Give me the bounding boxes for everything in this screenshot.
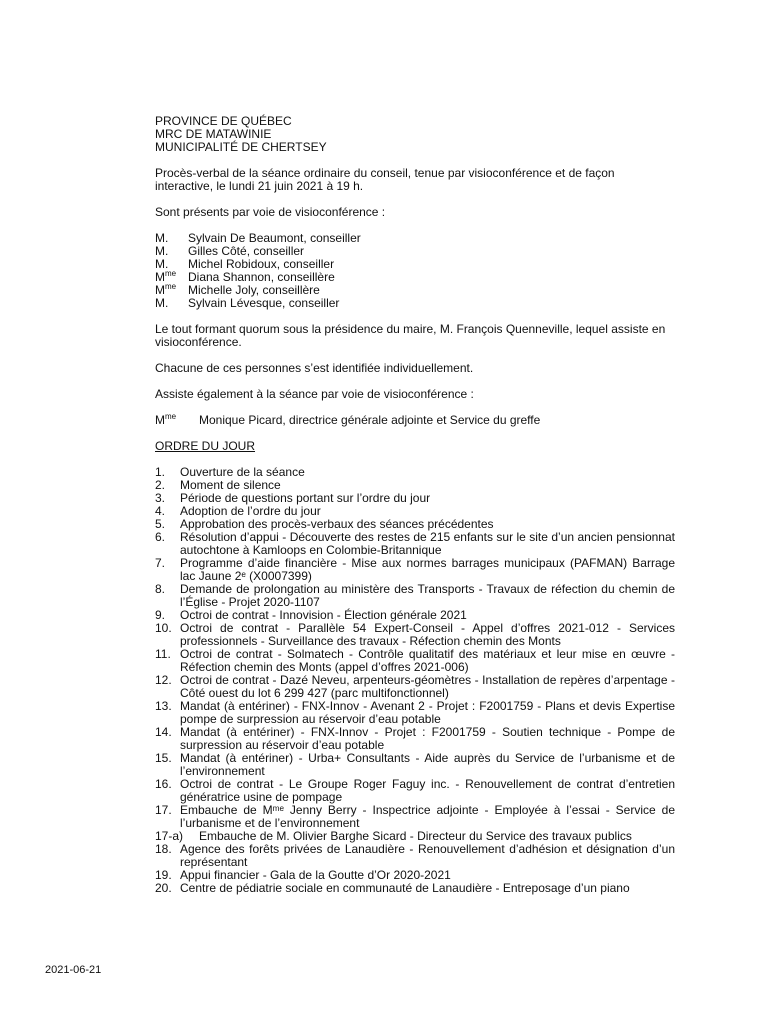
agenda-item-number: 7.: [155, 556, 166, 570]
agenda-item-number: 9.: [155, 608, 166, 622]
agenda-item-text: Mandat (à entériner) - Urba+ Consultants - Aide auprès du Service de l’urbanisme et de l’environnement: [180, 751, 675, 778]
assistant-name: Monique Picard, directrice générale adjointe et Service du greffe: [199, 413, 541, 427]
agenda-item-text: Résolution d’appui - Découverte des restes de 215 enfants sur le site d’un ancien pensionnat autochtone à Kamloops en Colombie-Britannique: [180, 530, 675, 557]
agenda-item-number: 13.: [155, 699, 172, 713]
header-mrc: MRC DE MATAWINIE: [155, 127, 272, 141]
agenda-item-text: Centre de pédiatrie sociale en communauté de Lanaudière - Entreposage d’un piano: [180, 881, 630, 895]
agenda-item: [155, 804, 675, 830]
agenda-item-text: Adoption de l’ordre du jour: [180, 504, 321, 518]
agenda-item-number: 18.: [155, 842, 172, 856]
also-present-heading: Assiste également à la séance par voie de visioconférence :: [155, 387, 474, 401]
attendee-row: [155, 297, 675, 310]
footer-date: 2021-06-21: [45, 964, 102, 976]
header-province: PROVINCE DE QUÉBEC: [155, 114, 292, 128]
minutes-page: [155, 115, 675, 895]
attendee-list: [155, 232, 675, 310]
agenda-item: [155, 843, 675, 869]
quorum-paragraph: Le tout formant quorum sous la présidence du maire, M. François Quenneville, lequel assiste en visioconférence.: [155, 322, 666, 349]
assistant-row: [155, 414, 675, 427]
attendee-title: $M^{me}$: [155, 282, 177, 297]
agenda-list: [155, 466, 675, 895]
attendee-title: M.: [155, 296, 169, 310]
agenda-item-number: 1.: [155, 465, 166, 479]
agenda-item: [155, 583, 675, 609]
agenda-item-text: Octroi de contrat - Innovision - Élection générale 2021: [180, 608, 467, 622]
agenda-item: [155, 700, 675, 726]
agenda-item: [155, 882, 675, 895]
agenda-item-number: 20.: [155, 881, 172, 895]
agenda-item-text: Moment de silence: [180, 478, 281, 492]
attendee-name: Gilles Côté, conseiller: [188, 244, 305, 258]
document-header: [155, 115, 675, 154]
agenda-item: [155, 778, 675, 804]
agenda-item-number: 17.: [155, 803, 172, 817]
identified-paragraph: Chacune de ces personnes s’est identifiée individuellement.: [155, 361, 474, 375]
agenda-item-text: Embauche de Mᵐᵉ Jenny Berry - Inspectrice adjointe - Employée à l’essai - Service de l’urbanisme et de l’environnement: [180, 803, 675, 830]
agenda-item-text: Embauche de M. Olivier Barghe Sicard - Directeur du Service des travaux publics: [199, 829, 632, 843]
agenda-item-number: 3.: [155, 491, 166, 505]
agenda-item-number: 14.: [155, 725, 172, 739]
agenda-item: [155, 726, 675, 752]
agenda-item: [155, 752, 675, 778]
agenda-item-number: 11.: [155, 647, 171, 661]
header-municipality: MUNICIPALITÉ DE CHERTSEY: [155, 140, 327, 154]
agenda-item-text: Demande de prolongation au ministère des Transports - Travaux de réfection du chemin de l’Église - Projet 2020-1107: [180, 582, 675, 609]
agenda-item-number: 16.: [155, 777, 172, 791]
intro-paragraph: Procès-verbal de la séance ordinaire du conseil, tenue par visioconférence et de façon interactive, le lundi 21 juin 2021 à 19 h.: [155, 166, 615, 193]
agenda-item-number: 19.: [155, 868, 172, 882]
attendee-name: Michel Robidoux, conseiller: [188, 257, 335, 271]
agenda-item-text: Octroi de contrat - Le Groupe Roger Faguy inc. - Renouvellement de contrat d’entretien génératrice usine de pompage: [180, 777, 675, 804]
attendee-title: M.: [155, 231, 169, 245]
attendee-name: Diana Shannon, conseillère: [188, 270, 335, 284]
attendee-name: Michelle Joly, conseillère: [188, 283, 320, 297]
agenda-item-text: Octroi de contrat - Dazé Neveu, arpenteurs-géomètres - Installation de repères d’arpentage - Côté ouest du lot 6 299 427 (parc multifonctionnel): [180, 673, 675, 700]
agenda-item-text: Agence des forêts privées de Lanaudière - Renouvellement d’adhésion et désignation d’un représentant: [180, 842, 675, 869]
agenda-item-text: Mandat (à entériner) - FNX-Innov - Avenant 2 - Projet : F2001759 - Plans et devis Expertise pompe de surpression au réservoir d’eau potable: [180, 699, 675, 726]
agenda-item-text: Mandat (à entériner) - FNX-Innov - Projet : F2001759 - Soutien technique - Pompe de surpression au réservoir d’eau potable: [180, 725, 675, 752]
agenda-item-number: 17-a): [155, 829, 184, 843]
agenda-title: ORDRE DU JOUR: [155, 439, 256, 453]
agenda-item: [155, 531, 675, 557]
attendee-name: Sylvain Lévesque, conseiller: [188, 296, 340, 310]
presents-heading: Sont présents par voie de visioconférence :: [155, 205, 386, 219]
agenda-item-text: Appui financier - Gala de la Goutte d’Or 2020-2021: [180, 868, 451, 882]
attendee-title: M.: [155, 257, 169, 271]
attendee-title: $M^{me}$: [155, 269, 177, 284]
agenda-item-text: Approbation des procès-verbaux des séances précédentes: [180, 517, 494, 531]
agenda-item-number: 2.: [155, 478, 166, 492]
agenda-item: [155, 622, 675, 648]
assistant-title: $M^{me}$: [155, 412, 177, 427]
agenda-item: [155, 557, 675, 583]
agenda-item-text: Octroi de contrat - Solmatech - Contrôle qualitatif des matériaux et leur mise en œuvre - Réfection chemin des Monts (appel d’offres 2021-006): [180, 647, 675, 674]
agenda-item-number: 6.: [155, 530, 166, 544]
attendee-title: M.: [155, 244, 169, 258]
agenda-item-number: 8.: [155, 582, 166, 596]
agenda-item-text: Ouverture de la séance: [180, 465, 305, 479]
attendee-name: Sylvain De Beaumont, conseiller: [188, 231, 361, 245]
agenda-item-number: 4.: [155, 504, 166, 518]
agenda-item-text: Programme d’aide financière - Mise aux normes barrages municipaux (PAFMAN) Barrage lac Jaune 2ᵉ (X0007399): [180, 556, 675, 583]
agenda-item-number: 10.: [155, 621, 172, 635]
agenda-item-text: Période de questions portant sur l’ordre du jour: [180, 491, 431, 505]
agenda-item: [155, 674, 675, 700]
agenda-item-number: 15.: [155, 751, 172, 765]
agenda-item-number: 12.: [155, 673, 172, 687]
agenda-item-number: 5.: [155, 517, 166, 531]
agenda-item-text: Octroi de contrat - Parallèle 54 Expert-Conseil - Appel d’offres 2021-012 - Services professionnels - Surveillance des travaux - Réfection chemin des Monts: [180, 621, 675, 648]
agenda-item: [155, 648, 675, 674]
